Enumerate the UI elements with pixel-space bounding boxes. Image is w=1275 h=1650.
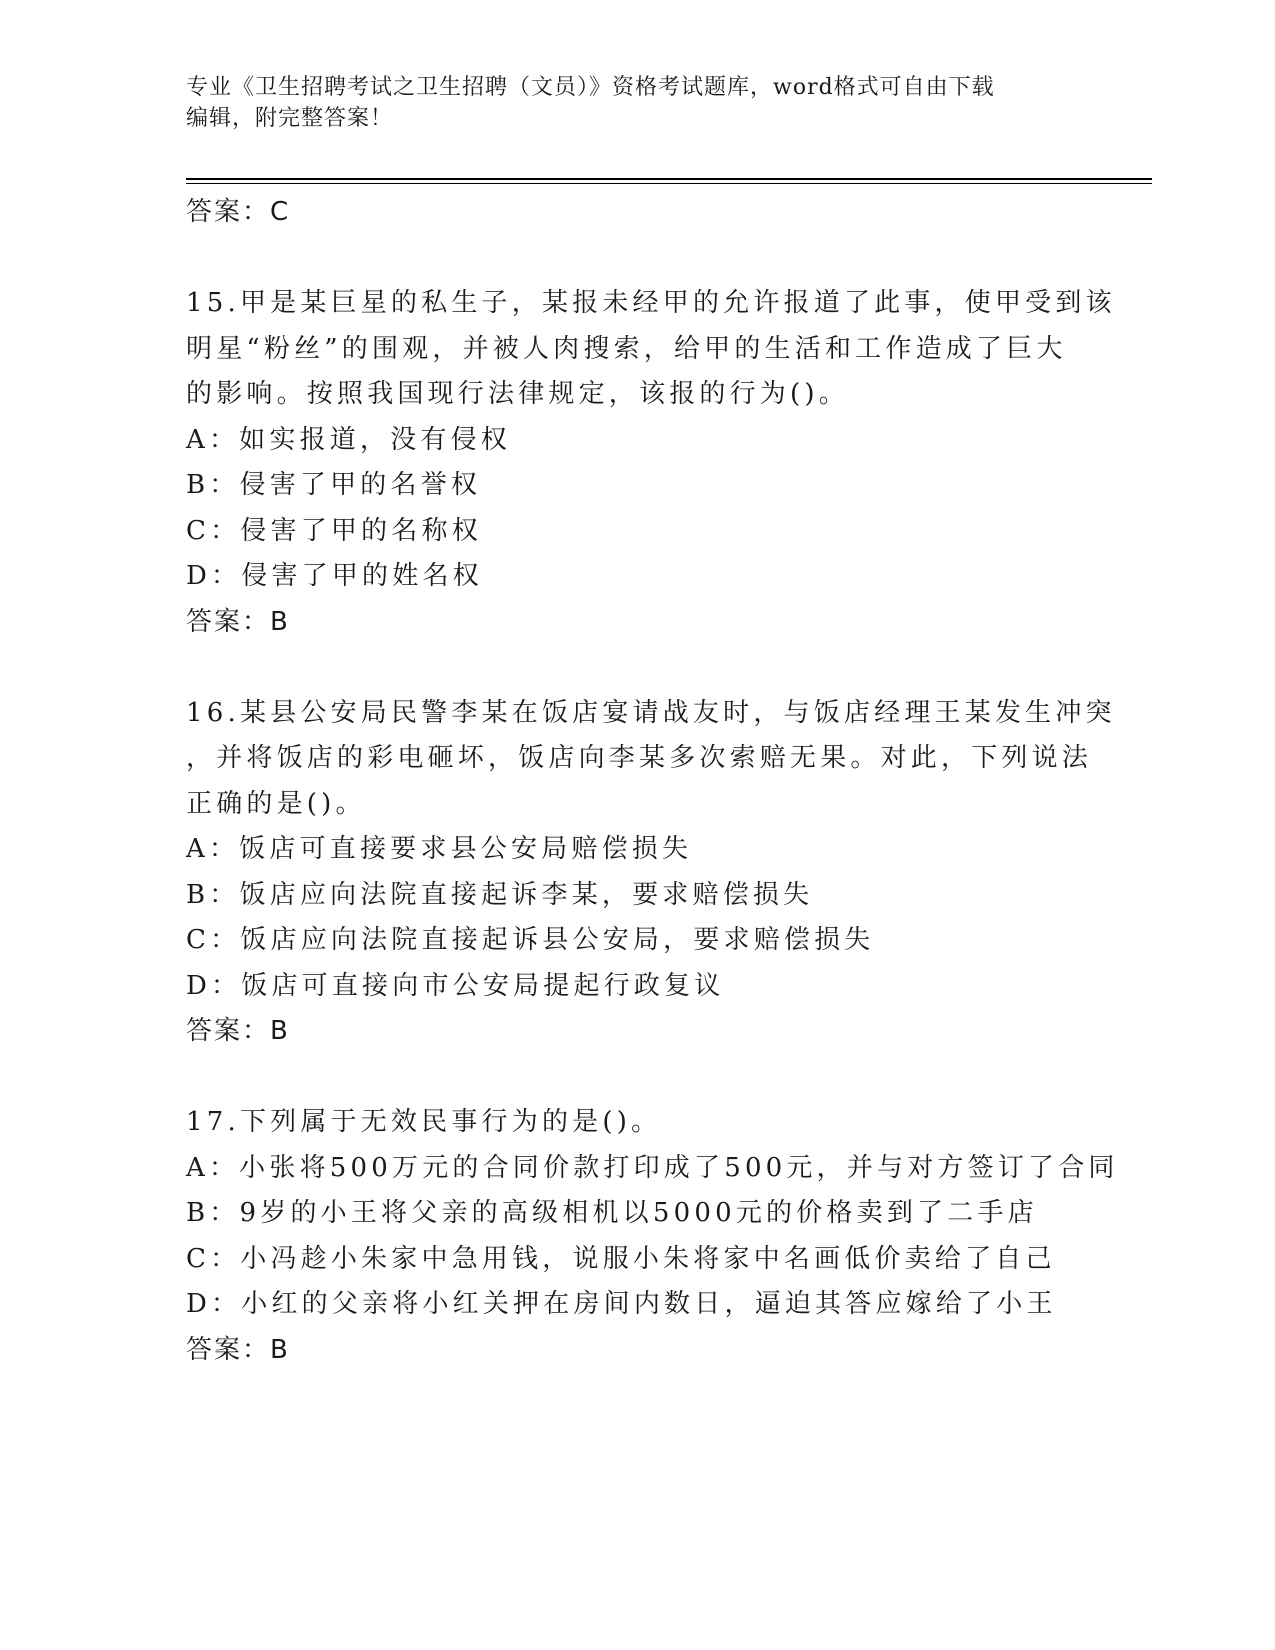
question-stem-line: 的影响。按照我国现行法律规定，该报的行为()。 [186, 379, 849, 409]
option-a: A：饭店可直接要求县公安局赔偿损失 [186, 834, 693, 864]
option-d: D：侵害了甲的姓名权 [186, 561, 483, 591]
option-b: B：9岁的小王将父亲的高级相机以5000元的价格卖到了二手店 [186, 1198, 1038, 1228]
question-stem-line: 17.下列属于无效民事行为的是()。 [186, 1107, 662, 1137]
previous-answer: 答案：C [186, 197, 291, 227]
answer-line: 答案：B [186, 606, 290, 637]
option-a: A：小张将500万元的合同价款打印成了500元，并与对方签订了合同 [186, 1152, 1119, 1183]
question-stem-line: 正确的是()。 [186, 788, 366, 819]
spacer [186, 236, 1086, 282]
question-stem-line: 16.某县公安局民警李某在饭店宴请战友时，与饭店经理王某发生冲突 [186, 697, 1116, 728]
option-c: C：侵害了甲的名称权 [186, 515, 482, 546]
option-d: D：饭店可直接向市公安局提起行政复议 [186, 970, 725, 1001]
option-d: D：小红的父亲将小红关押在房间内数日，逼迫其答应嫁给了小王 [186, 1289, 1057, 1319]
option-c: C：饭店应向法院直接起诉县公安局，要求赔偿损失 [186, 925, 875, 955]
document-header [186, 72, 1086, 134]
option-c: C：小冯趁小朱家中急用钱，说服小朱将家中名画低价卖给了自己 [186, 1243, 1056, 1274]
option-a: A：如实报道，没有侵权 [186, 424, 511, 455]
option-b: B：侵害了甲的名誉权 [186, 470, 482, 500]
header-line-1: 专业《卫生招聘考试之卫生招聘（文员）》资格考试题库，word格式可自由下载 [186, 75, 995, 100]
question-17 [186, 1100, 1119, 1373]
spacer [186, 1055, 1086, 1101]
spacer [186, 645, 1086, 691]
answer-line: 答案：B [186, 1334, 290, 1365]
question-stem-line: 15.甲是某巨星的私生子，某报未经甲的允许报道了此事，使甲受到该 [186, 288, 1116, 318]
question-15 [186, 281, 1116, 645]
document-body [186, 190, 1119, 1373]
answer-line: 答案：B [186, 1016, 290, 1046]
header-rule-thick [186, 178, 1152, 180]
question-stem-line: 明星“粉丝”的围观，并被人肉搜索，给甲的生活和工作造成了巨大 [186, 333, 1067, 364]
header-line-2: 编辑，附完整答案！ [186, 106, 394, 131]
option-b: B：饭店应向法院直接起诉李某，要求赔偿损失 [186, 879, 814, 910]
question-stem-line: ，并将饭店的彩电砸坏，饭店向李某多次索赔无果。对此，下列说法 [186, 743, 1093, 773]
question-16 [186, 691, 1116, 1055]
header-rule-thin [186, 183, 1152, 184]
